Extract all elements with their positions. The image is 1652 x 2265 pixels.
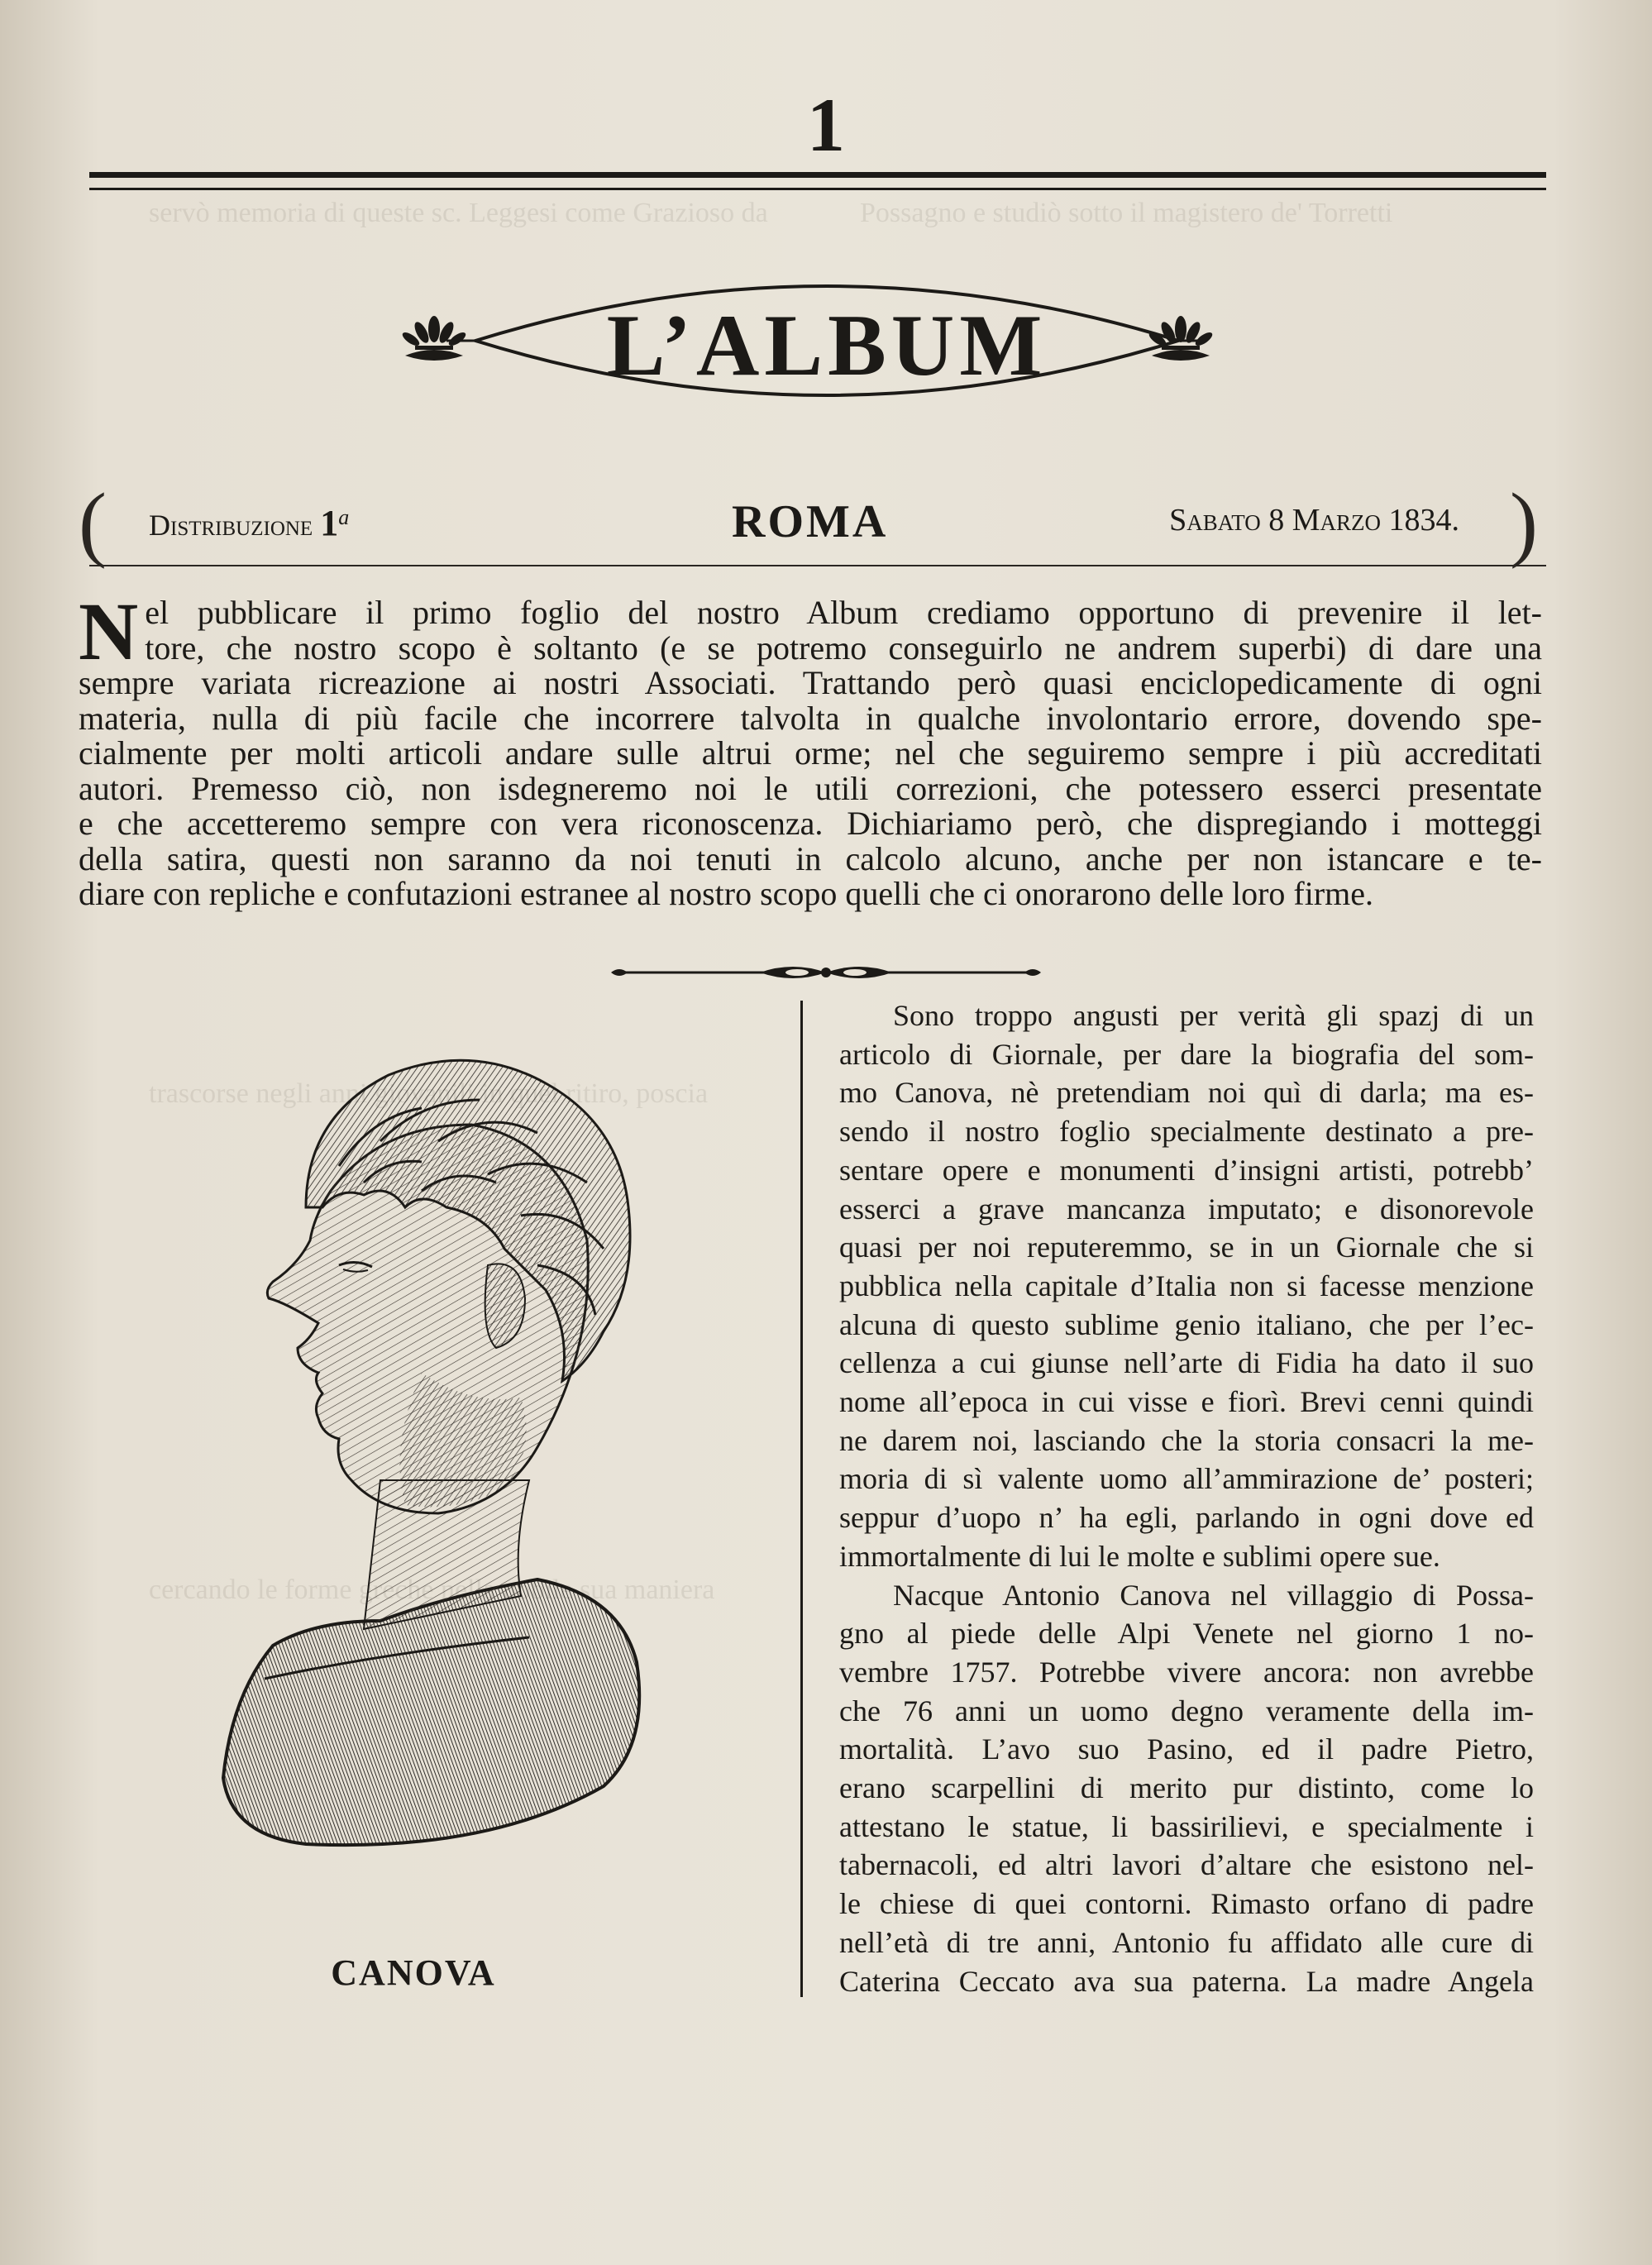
column-rule — [800, 1001, 803, 1997]
article-column — [839, 996, 1534, 2000]
canova-bust-engraving — [174, 1017, 670, 1869]
article-line: sendo il nostro foglio specialmente destinato a pre- — [839, 1115, 1534, 1149]
intro-line: materia, nulla di più facile che incorrere talvolta in qualche involontario errore, dovendo spe- — [79, 699, 1542, 737]
intro-paragraph — [79, 585, 1542, 912]
article-line: esserci a grave mancanza imputato; e disonorevole — [839, 1192, 1534, 1226]
distribution-number: 1 — [320, 503, 339, 543]
article-line: che 76 anni un uomo degno veramente della im- — [839, 1694, 1534, 1727]
dropcap: N — [79, 585, 139, 677]
city-name: ROMA — [732, 496, 889, 547]
dateline — [79, 476, 1538, 570]
article-line: alcuna di questo sublime genio italiano, che per l’ec- — [839, 1307, 1534, 1341]
intro-line: tore, che nostro scopo è soltanto (e se potremo conseguirlo ne andrem superbi) di dare una — [145, 628, 1542, 667]
intro-line: el pubblicare il primo foglio del nostro Album crediamo opportuno di prevenire il let- — [145, 594, 1542, 631]
article-line: articolo di Giornale, per dare la biografia del som- — [839, 1037, 1534, 1071]
article-line: sentare opere e monumenti d’insigni artisti, potrebb’ — [839, 1153, 1534, 1187]
article-line: mo Canova, nè pretendiam noi quì di darla; ma es- — [839, 1076, 1534, 1110]
article-line: vembre 1757. Potrebbe vivere ancora: non avrebbe — [839, 1655, 1534, 1689]
distribution-label: Distribuzione — [149, 509, 313, 542]
intro-line: autori. Premesso ciò, non isdegneremo noi le utili correzioni, che potessero esserci presentate — [79, 769, 1542, 807]
article-line: Caterina Ceccato ava sua paterna. La madre Angela — [839, 1964, 1534, 1998]
article-line: nell’età di tre anni, Antonio fu affidato alle cure di — [839, 1925, 1534, 1959]
intro-line: diare con repliche e confutazioni estranee al nostro scopo quelli che ci onorarono delle loro firme. — [79, 875, 1374, 912]
article-line: tabernacoli, ed altri lavori d’altare che esistono nel- — [839, 1848, 1534, 1882]
dateline-rule — [89, 565, 1546, 566]
article-line: ne darem noi, lasciando che la storia consacri la me- — [839, 1423, 1534, 1457]
article-line: le chiese di quei contorni. Rimasto orfano di padre — [839, 1887, 1534, 1921]
intro-line: e che accetteremo sempre con vera riconoscenza. Dichiariamo però, che dispregiando i motteggi — [79, 805, 1542, 842]
article-line: Nacque Antonio Canova nel villaggio di Possa- — [893, 1578, 1534, 1612]
portrait-caption: CANOVA — [331, 1952, 496, 1993]
article-line: attestano le statue, li bassirilievi, e specialmente i — [839, 1809, 1534, 1843]
section-divider — [0, 958, 1652, 991]
distribution-info — [149, 502, 349, 544]
article-line: pubblica nella capitale d’Italia non si facesse menzione — [839, 1269, 1534, 1302]
palmette-ornament-right-icon — [1145, 314, 1216, 372]
article-line: Sono troppo angusti per verità gli spazj di un — [893, 999, 1534, 1032]
palmette-ornament-left-icon — [399, 314, 470, 372]
page-number: 1 — [807, 83, 845, 167]
article-line: erano scarpellini di merito pur distinto, come lo — [839, 1771, 1534, 1805]
article-line: quasi per noi reputeremmo, se in un Giornale che si — [839, 1230, 1534, 1264]
article-line: cellenza a cui giunse nell’arte di Fidia ha dato il suo — [839, 1346, 1534, 1380]
intro-line: sempre variata ricreazione ai nostri Associati. Trattando però quasi enciclopedicamente di ogni — [79, 664, 1542, 701]
close-parenthesis: ) — [1510, 476, 1538, 570]
divider-ornament-icon — [611, 958, 1041, 987]
issue-date: Sabato 8 Marzo 1834. — [1169, 503, 1459, 538]
intro-line: cialmente per molti articoli andare sulle altrui orme; nel che seguiremo sempre i più accreditati — [79, 734, 1542, 772]
distribution-suffix: a — [338, 505, 350, 529]
bleed-through-text: trascorse negli anni ritiro, poscia — [149, 1078, 709, 1109]
article-line: mortalità. L’avo suo Pasino, ed il padre Pietro, — [839, 1732, 1534, 1766]
open-parenthesis: ( — [79, 476, 107, 570]
intro-line: della satira, questi non saranno da noi tenuti in calcolo alcuno, anche per non istancare e te- — [79, 839, 1542, 877]
article-line: nome all’epoca in cui visse e fiorì. Brevi cenni quindi — [839, 1385, 1534, 1419]
header-double-rule — [89, 172, 1546, 190]
masthead — [397, 248, 1257, 438]
article-line: immortalmente di lui le molte e sublimi opere sue. — [839, 1539, 1440, 1573]
bleed-through-text: Possagno e studiò sotto il magistero de' Torretti — [860, 198, 1393, 228]
article-line: moria di sì valente uomo all’ammirazione de’ posteri; — [839, 1462, 1534, 1496]
bleed-through-text: cercando le forme sua maniera — [149, 1575, 715, 1605]
article-line: seppur d’uopo n’ ha egli, parlando in ogni dove ed — [839, 1501, 1534, 1535]
article-line: gno al piede delle Alpi Venete nel giorno 1 no- — [839, 1617, 1534, 1651]
masthead-title: L’ALBUM — [606, 297, 1048, 394]
bleed-through-text: servò memoria di queste sc. Leggesi come Grazioso da — [149, 198, 768, 228]
